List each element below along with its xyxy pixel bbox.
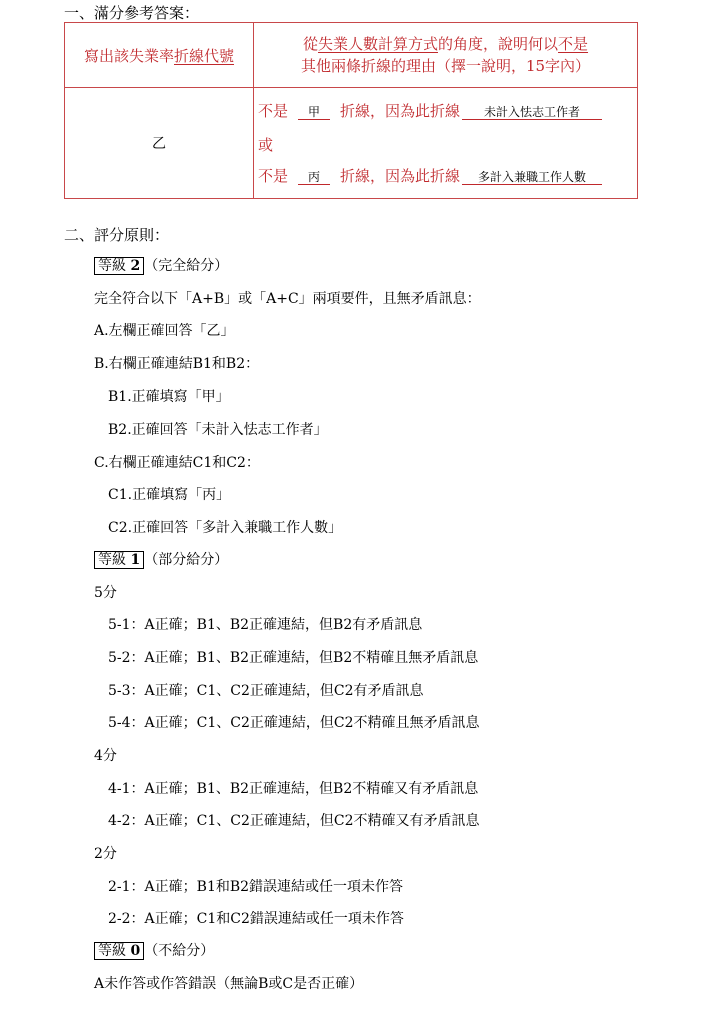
section1-title: 一、滿分參考答案： [64, 4, 200, 22]
header-left-emphasis: 折線代號 [174, 46, 235, 65]
not-label: 不是 [258, 102, 289, 120]
l2-b2: B2.正確回答「未計入怯志工作者」 [108, 422, 328, 438]
answer-right-cell [254, 88, 638, 199]
rule-5-2: 5-2：A正確；B1、B2正確連結，但B2不精確且無矛盾訊息 [108, 650, 479, 666]
header-right-mid: 的角度，說明何以 [438, 35, 559, 53]
rule-5-1: 5-1：A正確；B1、B2正確連結，但B2有矛盾訊息 [108, 617, 423, 633]
blank-reason-1: 未計入怯志工作者 [462, 105, 602, 120]
line-text: 折線，因為此折線 [340, 102, 461, 120]
l2-b1: B1.正確填寫「甲」 [108, 389, 230, 405]
level-desc: （不給分） [144, 943, 215, 959]
level-2-box [94, 257, 144, 275]
answer-left-cell: 乙 [65, 88, 254, 199]
level-0-box [94, 942, 144, 960]
blank-letter-1: 甲 [298, 105, 330, 120]
header-right-line2: 其他兩條折線的理由（擇一說明，15字內） [300, 57, 591, 75]
header-right-emphasis-2: 不是 [558, 35, 589, 53]
blank-reason-2: 多計入兼職工作人數 [462, 170, 602, 185]
level-label: 等級 [98, 943, 126, 959]
rule-2-2: 2-2：A正確；C1和C2錯誤連結或任一項未作答 [108, 911, 404, 927]
level-desc: （部分給分） [144, 552, 229, 568]
header-right-prefix: 從 [302, 35, 318, 53]
answer-option-1 [258, 100, 602, 121]
rule-4-1: 4-1：A正確；B1、B2正確連結，但B2不精確又有矛盾訊息 [108, 781, 479, 797]
level-number: 1 [130, 552, 141, 568]
rule-5-3: 5-3：A正確；C1、C2正確連結，但C2有矛盾訊息 [108, 683, 424, 699]
level-number: 0 [130, 943, 141, 959]
score-4: 4分 [94, 748, 117, 764]
rule-2-1: 2-1：A正確；B1和B2錯誤連結或任一項未作答 [108, 879, 404, 895]
level-label: 等級 [98, 552, 126, 568]
l2-a: A.左欄正確回答「乙」 [94, 323, 235, 339]
l2-intro: 完全符合以下「A+B」或「A+C」兩項要件，且無矛盾訊息： [94, 291, 481, 307]
score-2: 2分 [94, 846, 117, 862]
l2-b: B.右欄正確連結B1和B2： [94, 356, 260, 372]
answer-table [64, 22, 638, 199]
table-header-right [254, 23, 638, 88]
level-0-heading [94, 942, 214, 960]
answer-option-2 [258, 165, 602, 186]
level-desc: （完全給分） [144, 258, 229, 274]
level-number: 2 [130, 258, 141, 274]
level-1-box [94, 551, 144, 569]
table-header-left [65, 23, 254, 88]
l2-c1: C1.正確填寫「丙」 [108, 487, 231, 503]
level-2-heading [94, 257, 228, 275]
level-label: 等級 [98, 258, 126, 274]
header-right-emphasis-1: 失業人數計算方式 [317, 35, 438, 53]
section2-title: 二、評分原則： [64, 226, 170, 244]
level-1-heading [94, 551, 228, 569]
rule-4-2: 4-2：A正確；C1、C2正確連結，但C2不精確又有矛盾訊息 [108, 813, 480, 829]
not-label: 不是 [258, 167, 289, 185]
line-text: 折線，因為此折線 [340, 167, 461, 185]
score-5: 5分 [94, 585, 117, 601]
l0-desc: A未作答或作答錯誤（無論B或C是否正確） [94, 976, 364, 992]
header-right-line1 [254, 33, 637, 55]
or-label: 或 [258, 136, 274, 154]
blank-letter-2: 丙 [298, 170, 330, 185]
rule-5-4: 5-4：A正確；C1、C2正確連結，但C2不精確且無矛盾訊息 [108, 715, 480, 731]
header-left-prefix: 寫出該失業率 [83, 46, 174, 65]
l2-c: C.右欄正確連結C1和C2： [94, 455, 260, 471]
l2-c2: C2.正確回答「多計入兼職工作人數」 [108, 520, 343, 536]
